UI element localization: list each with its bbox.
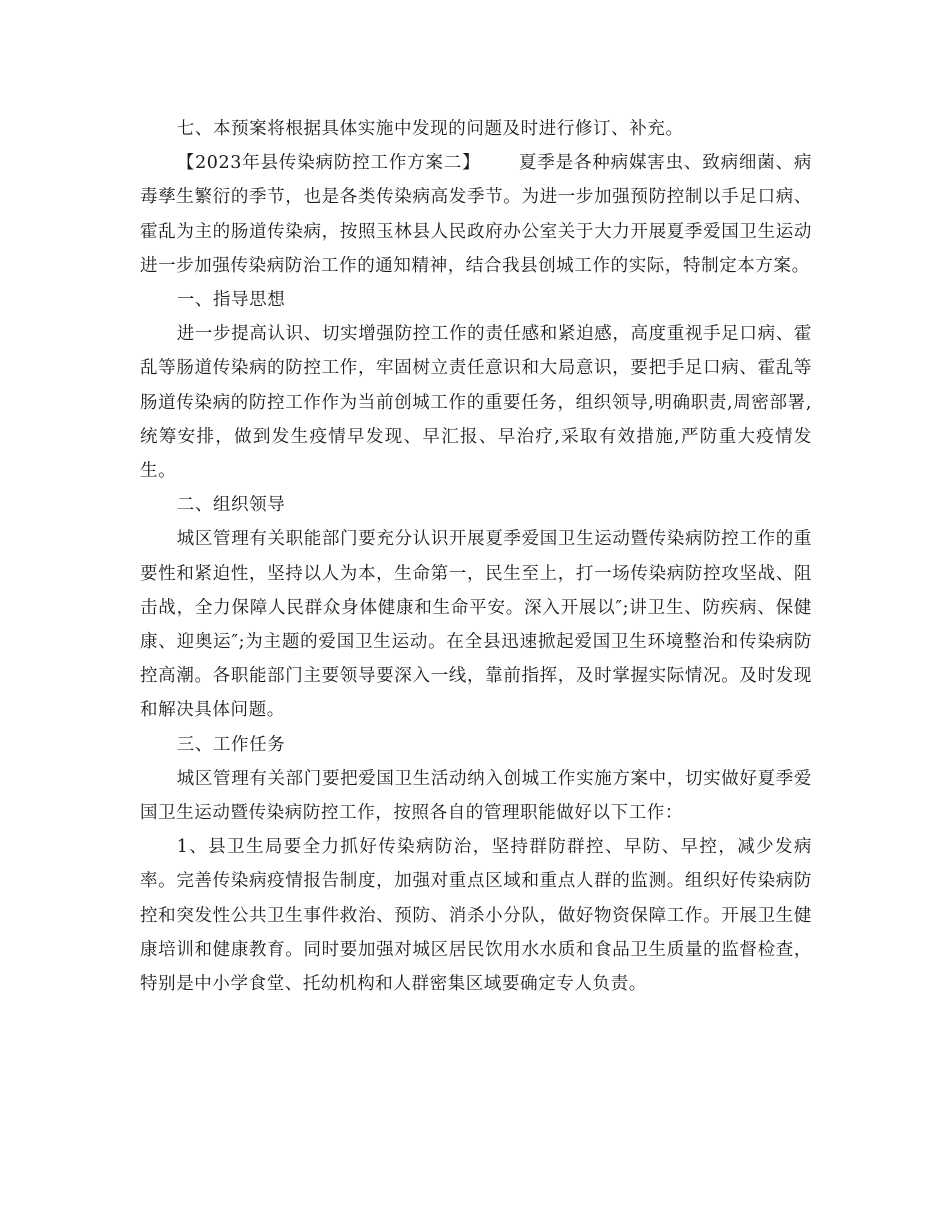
plan-title: 【2023年县传染病防控工作方案二】 bbox=[176, 153, 481, 174]
heading-work-tasks: 三、工作任务 bbox=[176, 734, 286, 755]
heading-guiding-ideology: 一、指导思想 bbox=[176, 290, 286, 311]
paragraph-revision-note: 七、本预案将根据具体实施中发现的问题及时进行修订、补充。 bbox=[176, 119, 684, 139]
paragraph-work-tasks: 城区管理有关部门要把爱国卫生活动纳入创城工作实施方案中，切实做好夏季爱国卫生运动暨传染病防控工作，按照各自的管理职能做好以下工作： bbox=[140, 768, 812, 824]
plan-intro-text: 夏季是各种病媒害虫、致病细菌、病毒孳生繁衍的季节，也是各类传染病高发季节。为进一步加强预防控制以手足口病、霍乱为主的肠道传染病，按照玉林县人民政府办公室关于大力开展夏季爱国卫生运动进一步加强传染病防治工作的通知精神，结合我县创城工作的实际，特制定本方案。 bbox=[140, 153, 812, 276]
paragraph-guiding-ideology: 进一步提高认识、切实增强防控工作的责任感和紧迫感，高度重视手足口病、霍乱等肠道传染病的防控工作，牢固树立责任意识和大局意识，要把手足口病、霍乱等肠道传染病的防控工作作为当前创城工作的重要任务，组织领导,明确职责,周密部署,统筹安排，做到发生疫情早发现、早汇报、早治疗,采取有效措施,严防重大疫情发生。 bbox=[140, 324, 812, 482]
paragraph-plan-intro bbox=[140, 146, 812, 283]
paragraph-health-bureau-task: 1、县卫生局要全力抓好传染病防治，坚持群防群控、早防、早控，减少发病率。完善传染病疫情报告制度，加强对重点区域和重点人群的监测。组织好传染病防控和突发性公共卫生事件救治、预防、消杀小分队，做好物资保障工作。开展卫生健康培训和健康教育。同时要加强对城区居民饮用水水质和食品卫生质量的监督检查，特别是中小学食堂、托幼机构和人群密集区域要确定专人负责。 bbox=[140, 837, 812, 995]
paragraph-organization: 城区管理有关职能部门要充分认识开展夏季爱国卫生运动暨传染病防控工作的重要性和紧迫性，坚持以人为本，生命第一，民生至上，打一场传染病防控攻坚战、阻击战，全力保障人民群众身体健康和生命平安。深入开展以″;讲卫生、防疾病、保健康、迎奥运″;为主题的爱国卫生运动。在全县迅速掀起爱国卫生环境整治和传染病防控高潮。各职能部门主要领导要深入一线，靠前指挥，及时掌握实际情况。及时发现和解决具体问题。 bbox=[140, 529, 812, 721]
document-body bbox=[140, 112, 812, 1001]
heading-organization: 二、组织领导 bbox=[176, 495, 286, 516]
